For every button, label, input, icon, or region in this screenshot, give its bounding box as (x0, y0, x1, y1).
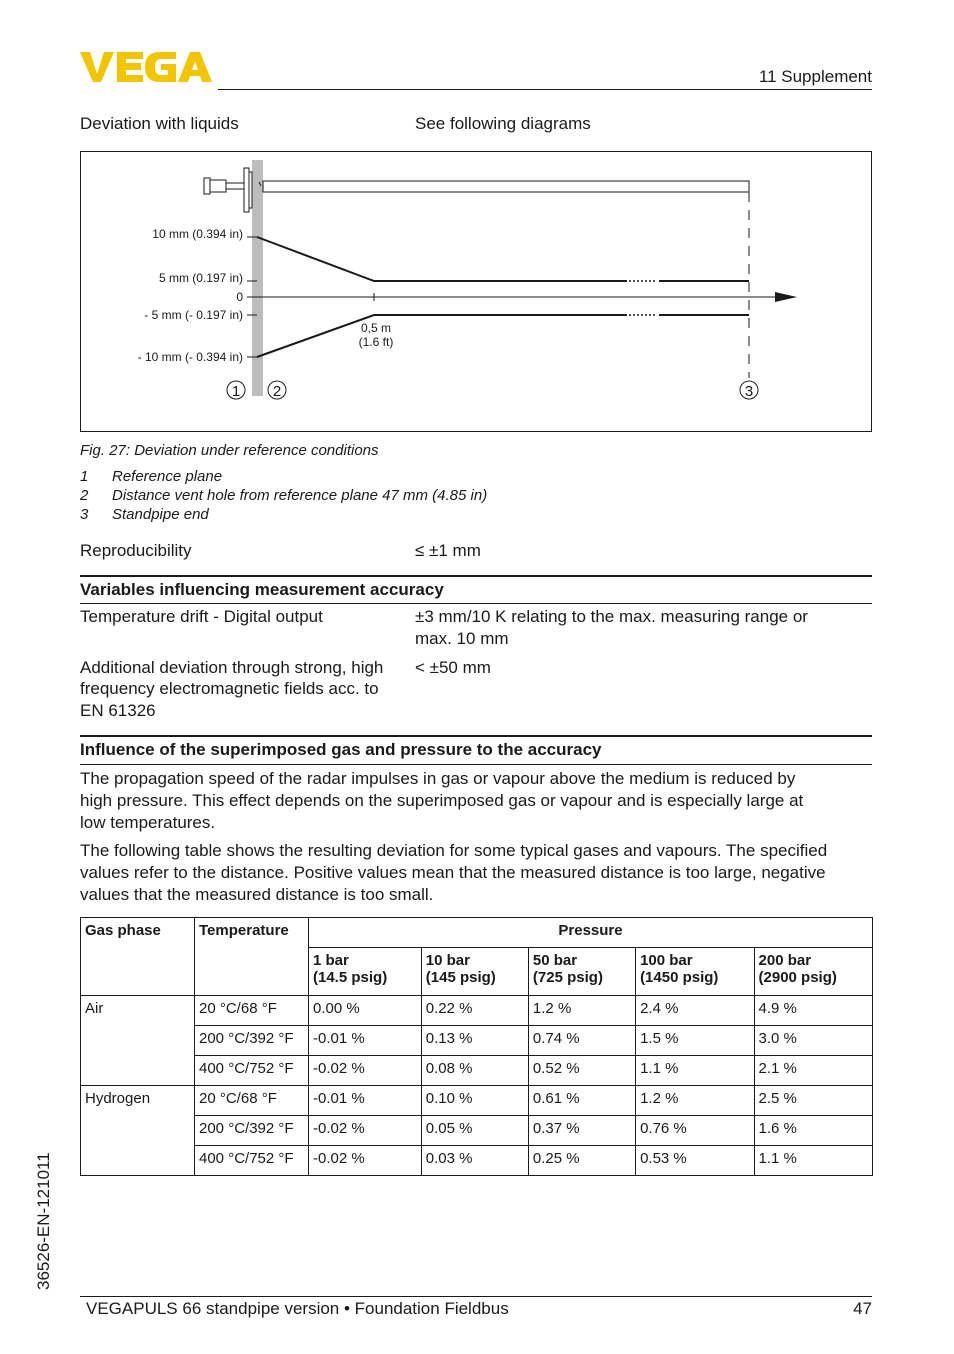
pressure-col-4: 100 bar (1450 psig) (636, 948, 754, 996)
value-cell: 0.53 % (636, 1146, 754, 1176)
value-cell: -0.01 % (309, 1086, 422, 1116)
header-pressure: Pressure (309, 918, 873, 948)
sensor-icon (204, 168, 261, 212)
lower-tolerance-line (257, 315, 627, 357)
variables-heading: Variables influencing measurement accuracy (80, 580, 444, 599)
reproducibility-label: Reproducibility (80, 541, 192, 560)
value-cell: -0.02 % (309, 1056, 422, 1086)
reference-plane (252, 160, 263, 396)
temp-cell: 20 °C/68 °F (195, 1086, 309, 1116)
value-cell: 1.5 % (636, 1026, 754, 1056)
footer-rule (80, 1296, 872, 1297)
pressure-col-1: 1 bar (14.5 psig) (309, 948, 422, 996)
legend-number: 2 (80, 487, 89, 504)
label-zero: 0 (236, 290, 243, 304)
value-cell: -0.02 % (309, 1116, 422, 1146)
table-header-row (81, 918, 873, 948)
value-cell: -0.01 % (309, 1026, 422, 1056)
para-line: values that the measured distance is too small. (80, 885, 434, 904)
value-cell: 2.5 % (754, 1086, 872, 1116)
table-row (81, 1026, 873, 1056)
page-number: 47 (853, 1299, 872, 1318)
label-distance-m: 0,5 m (360, 321, 392, 335)
vega-logo (80, 50, 212, 89)
para-line: The following table shows the resulting deviation for some typical gases and vapours. The specified (80, 841, 828, 860)
axis-arrow (775, 292, 797, 302)
gas-paragraph-2 (80, 840, 872, 906)
value-cell: 0.52 % (528, 1056, 635, 1086)
legend-number: 1 (80, 468, 89, 485)
label-plus10: 10 mm (0.394 in) (152, 227, 243, 241)
value-cell: 0.00 % (309, 996, 422, 1026)
legend-text: Reference plane (112, 468, 223, 485)
value-cell: 1.2 % (636, 1086, 754, 1116)
value-cell: 0.74 % (528, 1026, 635, 1056)
value-cell: -0.02 % (309, 1146, 422, 1176)
header-gas-phase: Gas phase (81, 918, 195, 996)
para-line: high pressure. This effect depends on the superimposed gas or vapour and is especially large at (80, 791, 804, 810)
legend-number: 3 (80, 506, 89, 523)
pressure-col-2: 10 bar (145 psig) (421, 948, 528, 996)
pressure-col-3: 50 bar (725 psig) (528, 948, 635, 996)
deviation-label: Deviation with liquids (80, 114, 239, 133)
value-cell: 0.61 % (528, 1086, 635, 1116)
deviation-diagram (80, 151, 872, 432)
value-cell: 0.22 % (421, 996, 528, 1026)
temp-cell: 200 °C/392 °F (195, 1026, 309, 1056)
legend-text: Standpipe end (112, 506, 209, 523)
marker-2 (268, 381, 286, 400)
label-minus5: - 5 mm (- 0.197 in) (144, 308, 243, 322)
value-cell: 0.25 % (528, 1146, 635, 1176)
temp-cell: 400 °C/752 °F (195, 1146, 309, 1176)
gas-paragraph-1 (80, 768, 872, 834)
temp-drift-value-2: max. 10 mm (415, 629, 509, 648)
para-line: low temperatures. (80, 813, 216, 832)
temp-drift-label: Temperature drift - Digital output (80, 607, 323, 626)
svg-text:3: 3 (744, 383, 754, 400)
table-row (81, 1056, 873, 1086)
legend-item (80, 468, 222, 485)
temp-cell: 400 °C/752 °F (195, 1056, 309, 1086)
section-rule-bottom (80, 764, 872, 765)
value-cell: 0.03 % (421, 1146, 528, 1176)
gas-deviation-table (80, 917, 873, 1176)
marker-1 (227, 381, 245, 400)
upper-tolerance-line (257, 237, 627, 281)
value-cell: 4.9 % (754, 996, 872, 1026)
value-cell: 0.13 % (421, 1026, 528, 1056)
para-line: values refer to the distance. Positive values mean that the measured distance is too large, negative (80, 863, 826, 882)
table-row (81, 1116, 873, 1146)
value-cell: 2.4 % (636, 996, 754, 1026)
legend-item (80, 487, 487, 504)
svg-text:1: 1 (231, 383, 241, 400)
value-cell: 1.2 % (528, 996, 635, 1026)
header-rule (218, 89, 872, 90)
temp-drift-value-1: ±3 mm/10 K relating to the max. measuring range or (415, 607, 808, 626)
label-distance-ft: (1.6 ft) (358, 335, 394, 349)
header-temperature: Temperature (195, 918, 309, 996)
section-rule-bottom (80, 603, 872, 604)
marker-3 (740, 381, 758, 400)
standpipe (263, 181, 749, 192)
figure-caption: Fig. 27: Deviation under reference conditions (80, 442, 379, 459)
table-row (81, 1086, 873, 1116)
value-cell: 0.08 % (421, 1056, 528, 1086)
value-cell: 0.05 % (421, 1116, 528, 1146)
value-cell: 0.76 % (636, 1116, 754, 1146)
label-plus5: 5 mm (0.197 in) (158, 271, 243, 285)
value-cell: 3.0 % (754, 1026, 872, 1056)
section-rule-top (80, 735, 872, 737)
em-label-1: Additional deviation through strong, high (80, 658, 384, 677)
value-cell: 1.6 % (754, 1116, 872, 1146)
section-title: 11 Supplement (758, 67, 872, 86)
reproducibility-value: ≤ ±1 mm (415, 541, 481, 560)
gas-heading: Influence of the superimposed gas and pressure to the accuracy (80, 740, 602, 759)
legend-text: Distance vent hole from reference plane 47 mm (4.85 in) (112, 487, 488, 504)
value-cell: 2.1 % (754, 1056, 872, 1086)
table-row (81, 1146, 873, 1176)
para-line: The propagation speed of the radar impulses in gas or vapour above the medium is reduced by (80, 769, 796, 788)
em-label-2: frequency electromagnetic fields acc. to (80, 679, 379, 698)
table-row (81, 996, 873, 1026)
temp-cell: 200 °C/392 °F (195, 1116, 309, 1146)
em-label-3: EN 61326 (80, 701, 156, 720)
gas-name-cell: Hydrogen (81, 1086, 195, 1176)
section-rule-top (80, 575, 872, 577)
deviation-value: See following diagrams (415, 114, 591, 133)
value-cell: 1.1 % (636, 1056, 754, 1086)
svg-text:2: 2 (272, 383, 282, 400)
gas-name-cell: Air (81, 996, 195, 1086)
legend-item (80, 506, 209, 523)
pressure-col-5: 200 bar (2900 psig) (754, 948, 872, 996)
document-id: 36526-EN-121011 (34, 1152, 53, 1290)
value-cell: 0.10 % (421, 1086, 528, 1116)
em-value: < ±50 mm (415, 658, 491, 677)
value-cell: 1.1 % (754, 1146, 872, 1176)
temp-cell: 20 °C/68 °F (195, 996, 309, 1026)
label-minus10: - 10 mm (- 0.394 in) (137, 350, 243, 364)
footer-product: VEGAPULS 66 standpipe version • Foundation Fieldbus (86, 1299, 509, 1318)
value-cell: 0.37 % (528, 1116, 635, 1146)
